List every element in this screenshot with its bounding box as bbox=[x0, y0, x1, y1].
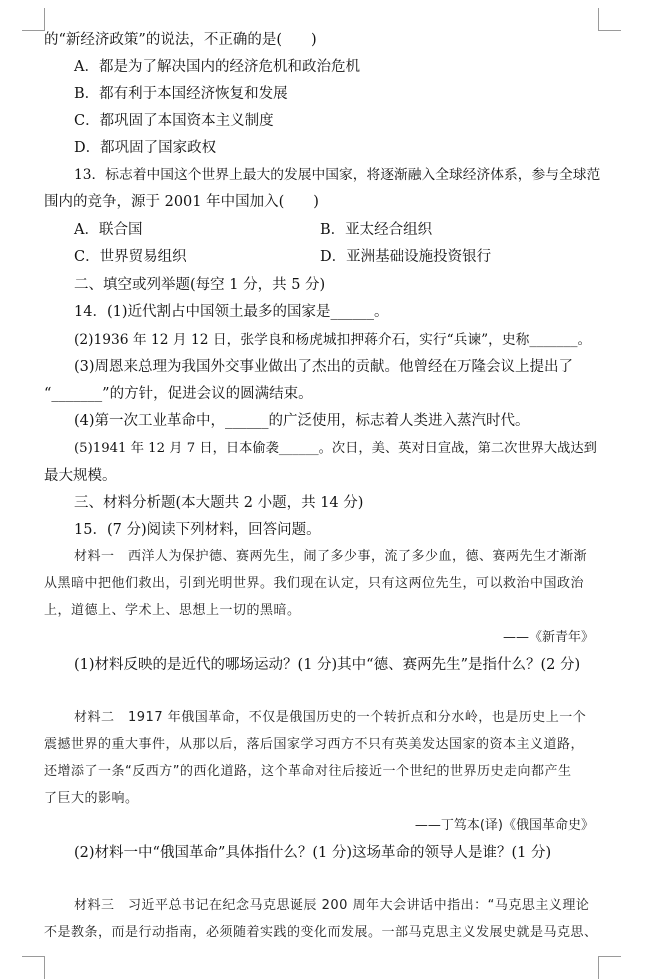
q12-stem-tail: 的“新经济政策”的说法，不正确的是( ) bbox=[44, 32, 317, 48]
material2-line2: 震撼世界的重大事件，从那以后，落后国家学习西方不只有英美发达国家的资本主义道路， bbox=[44, 737, 585, 752]
q14-3-line2: “_______”的方针，促进会议的圆满结束。 bbox=[44, 386, 313, 402]
section2-heading: 二、填空或列举题(每空 1 分，共 5 分) bbox=[74, 277, 326, 293]
q13-stem-line2: 围内的竞争，源于 2001 年中国加入( ) bbox=[44, 194, 319, 210]
question2: (2)材料一中“俄国革命”具体指什么？(1 分)这场革命的领导人是谁？(1 分) bbox=[74, 845, 552, 861]
q14-3-line1: (3)周恩来总理为我国外交事业做出了杰出的贡献。他曾经在万隆会议上提出了 bbox=[74, 359, 574, 375]
q15-stem: 15．(7 分)阅读下列材料，回答问题。 bbox=[74, 522, 321, 538]
crop-mark-top-right bbox=[598, 8, 621, 31]
q13-option-a: A．联合国 bbox=[74, 222, 143, 238]
q12-option-c: C．都巩固了本国资本主义制度 bbox=[74, 113, 274, 129]
material2-line4: 了巨大的影响。 bbox=[44, 791, 139, 806]
material3-line1: 材料三 习近平总书记在纪念马克思诞辰 200 周年大会讲话中指出：“马克思主义理论 bbox=[74, 898, 590, 913]
crop-mark-bottom-left bbox=[22, 956, 45, 979]
q13-option-b: B．亚太经合组织 bbox=[320, 222, 433, 238]
q14-5-line1: (5)1941 年 12 月 7 日，日本偷袭______。次日，美、英对日宣战，第二次世界大战达到 bbox=[74, 441, 597, 456]
q14-4: (4)第一次工业革命中，______的广泛使用，标志着人类进入蒸汽时代。 bbox=[74, 413, 530, 429]
crop-mark-top-left bbox=[22, 8, 45, 31]
q14-5-line2: 最大规模。 bbox=[44, 468, 117, 484]
q12-option-a: A．都是为了解决国内的经济危机和政治危机 bbox=[74, 59, 360, 75]
q13-option-d: D．亚洲基础设施投资银行 bbox=[320, 249, 492, 265]
q13-stem-line1: 13．标志着中国这个世界上最大的发展中国家，将逐渐融入全球经济体系，参与全球范 bbox=[74, 167, 601, 183]
section3-heading: 三、材料分析题(本大题共 2 小题，共 14 分) bbox=[74, 495, 364, 511]
q14-2: (2)1936 年 12 月 12 日，张学良和杨虎城扣押蒋介石，实行“兵谏”，史称_______。 bbox=[74, 332, 592, 348]
material2-source: ——丁笃本(译)《俄国革命史》 bbox=[414, 818, 594, 833]
material3-line2: 不是教条，而是行动指南，必须随着实践的变化而发展。一部马克思主义发展史就是马克思、 bbox=[44, 925, 598, 940]
material2-line3: 还增添了一条“反西方”的西化道路，这个革命对往后接近一个世纪的世界历史走向都产生 bbox=[44, 764, 572, 779]
crop-mark-bottom-right bbox=[598, 956, 621, 979]
q14-1: 14．(1)近代割占中国领土最多的国家是______。 bbox=[74, 304, 389, 320]
q12-option-d: D．都巩固了国家政权 bbox=[74, 140, 217, 156]
material1-line1: 材料一 西洋人为保护德、赛两先生，闹了多少事，流了多少血，德、赛两先生才渐渐 bbox=[74, 549, 588, 564]
question1: (1)材料反映的是近代的哪场运动？(1 分)其中“德、赛两先生”是指什么？(2 分) bbox=[74, 657, 581, 673]
q13-option-c: C．世界贸易组织 bbox=[74, 249, 187, 265]
material1-line3: 上，道德上、学术上、思想上一切的黑暗。 bbox=[44, 603, 301, 618]
material1-line2: 从黑暗中把他们救出，引到光明世界。我们现在认定，只有这两位先生，可以救治中国政治 bbox=[44, 576, 585, 591]
q12-option-b: B．都有利于本国经济恢复和发展 bbox=[74, 86, 288, 102]
material2-line1: 材料二 1917 年俄国革命，不仅是俄国历史的一个转折点和分水岭，也是历史上一个 bbox=[74, 710, 587, 725]
material1-source: ——《新青年》 bbox=[502, 630, 594, 645]
